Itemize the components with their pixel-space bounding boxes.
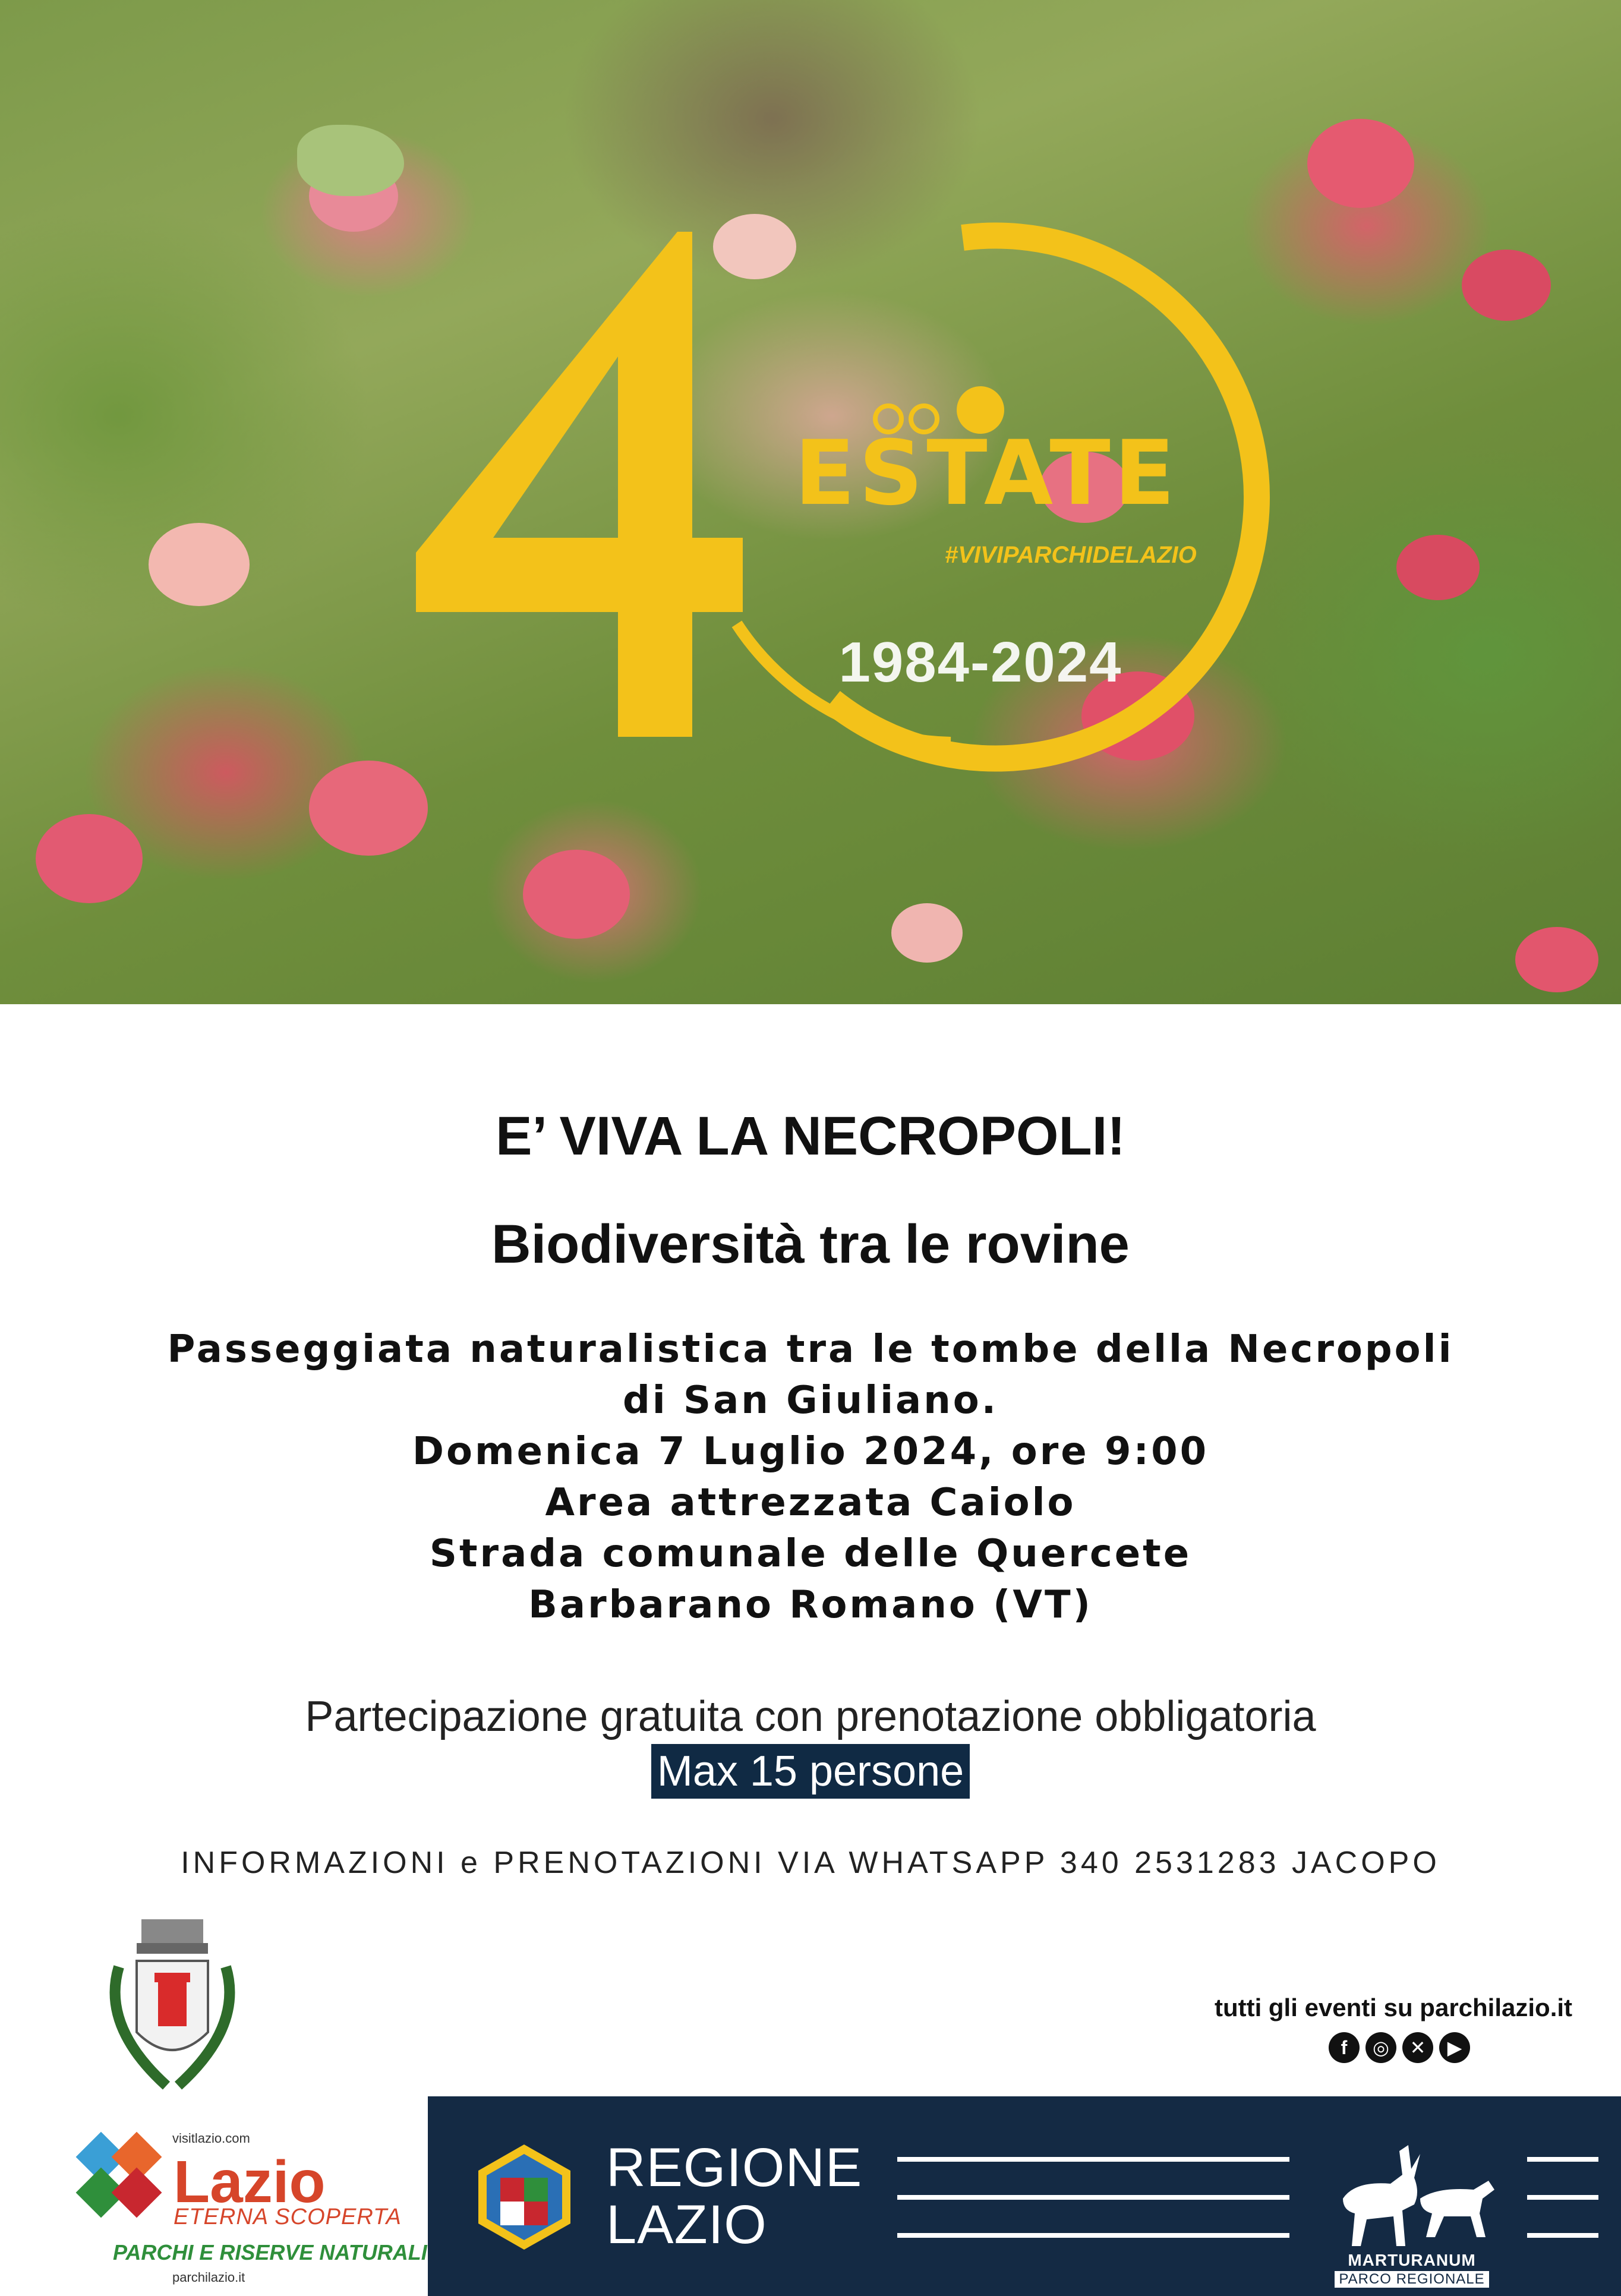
participation-text: Partecipazione gratuita con prenotazione obbligatoria — [305, 1693, 1316, 1740]
logo-estate-word: ESTATE — [794, 422, 1179, 525]
event-subtitle: Biodiversità tra le rovine — [491, 1214, 1130, 1275]
event-street: Strada comunale delle Quercete — [429, 1532, 1192, 1576]
regione-lazio-text — [606, 2139, 862, 2253]
decorative-stripe — [897, 2157, 1289, 2162]
decorative-stripe — [1527, 2233, 1598, 2238]
hero-photo — [0, 0, 1621, 1004]
facebook-icon[interactable]: f — [1329, 2032, 1360, 2063]
detail-line: Passeggiata naturalistica tra le tombe della Necropoli — [167, 1327, 1454, 1371]
visitlazio-url: visitlazio.com — [172, 2131, 250, 2146]
decorative-stripe — [1527, 2157, 1598, 2162]
logo-years: 1984-2024 — [838, 630, 1122, 694]
regione-lazio-emblem-icon — [469, 2142, 579, 2252]
social-icons — [1329, 2032, 1470, 2065]
parchilazio-url: parchilazio.it — [172, 2270, 245, 2285]
regione-line-1: REGIONE — [606, 2137, 863, 2198]
municipal-crest-icon — [101, 1913, 244, 2092]
event-place: Area attrezzata Caiolo — [545, 1481, 1076, 1525]
max-participants-wrap — [0, 1744, 1621, 1799]
decorative-stripe — [897, 2233, 1289, 2238]
logo-hashtag: #VIVIPARCHIDELAZIO — [945, 542, 1197, 568]
instagram-icon[interactable]: ◎ — [1365, 2032, 1396, 2063]
decorative-stripe — [897, 2195, 1289, 2200]
event-title: E’ VIVA LA NECROPOLI! — [496, 1106, 1125, 1166]
marturanum-subtitle: PARCO REGIONALE — [1335, 2271, 1489, 2288]
marturanum-name: MARTURANUM — [1348, 2251, 1476, 2269]
detail-line: di San Giuliano. — [622, 1379, 999, 1423]
youtube-icon[interactable]: ▶ — [1439, 2032, 1470, 2063]
decorative-stripe — [1527, 2195, 1598, 2200]
logo-digit-four — [416, 232, 743, 737]
regione-line-2: LAZIO — [606, 2194, 767, 2255]
x-icon[interactable]: ✕ — [1402, 2032, 1433, 2063]
lazio-wordmark: Lazio — [174, 2149, 326, 2215]
parchi-riserve-text: PARCHI E RISERVE NATURALI — [113, 2240, 427, 2265]
event-town: Barbarano Romano (VT) — [528, 1583, 1093, 1627]
booking-info: INFORMAZIONI e PRENOTAZIONI VIA WHATSAPP 340 2531283 JACOPO — [181, 1846, 1440, 1880]
event-date: Domenica 7 Luglio 2024, ore 9:00 — [412, 1430, 1209, 1474]
max-participants-badge: Max 15 persone — [651, 1744, 970, 1799]
lazio-tagline: ETERNA SCOPERTA — [174, 2204, 402, 2229]
events-link-text[interactable]: tutti gli eventi su parchilazio.it — [1214, 1994, 1573, 2021]
